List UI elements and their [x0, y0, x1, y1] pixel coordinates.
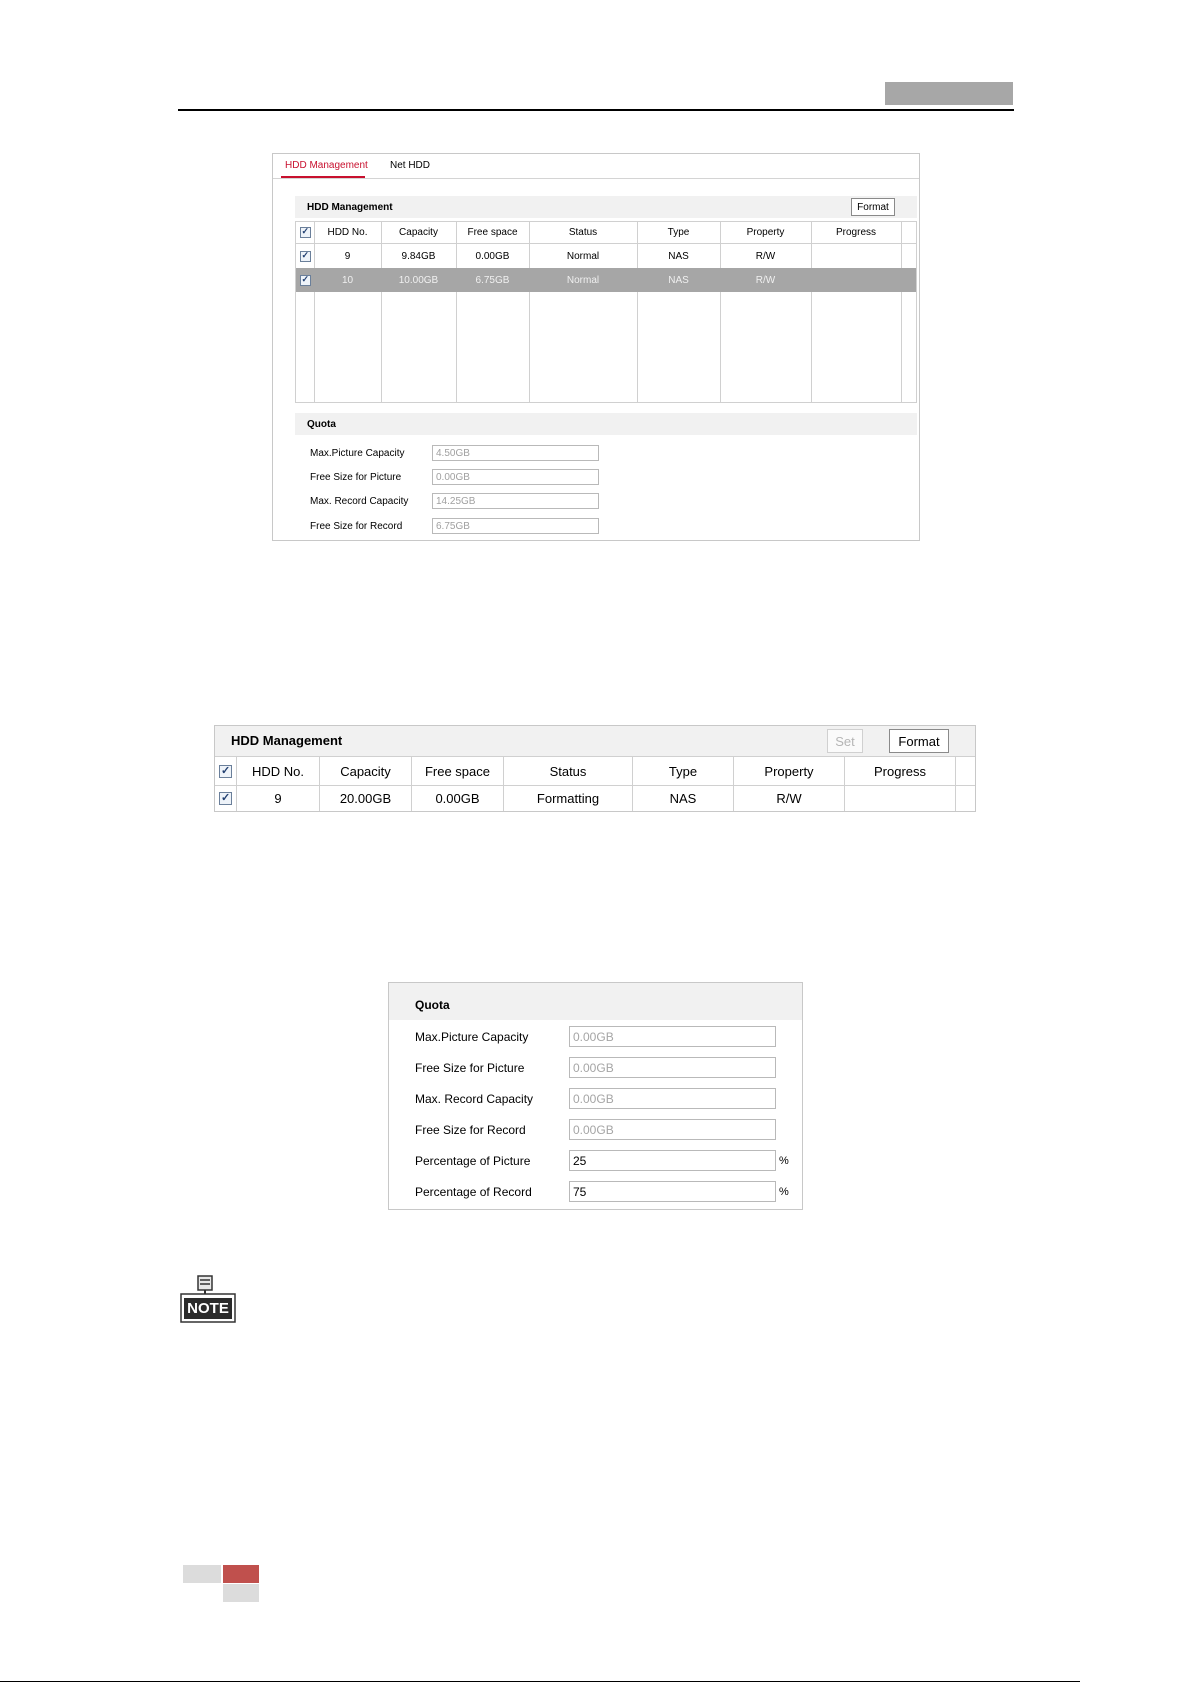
quota-label: Percentage of Picture — [415, 1154, 531, 1168]
max-picture-capacity-field: 0.00GB — [569, 1026, 776, 1047]
free-size-record-field: 0.00GB — [569, 1119, 776, 1140]
column-header: Progress — [845, 757, 956, 785]
table-row[interactable] — [215, 786, 975, 811]
quota-section-header — [295, 413, 917, 435]
free-size-picture-field: 0.00GB — [432, 469, 599, 485]
quota-title: Quota — [415, 998, 450, 1012]
cell-progress — [811, 268, 901, 292]
percentage-of-picture-input[interactable]: 25 — [569, 1150, 776, 1171]
column-header: Property — [734, 757, 845, 785]
free-size-picture-field: 0.00GB — [569, 1057, 776, 1078]
tab-net-hdd[interactable]: Net HDD — [390, 160, 431, 171]
cell-property: R/W — [755, 274, 776, 286]
quota-label: Free Size for Picture — [310, 472, 402, 483]
row-checkbox[interactable] — [300, 275, 311, 286]
quota-label: Max.Picture Capacity — [310, 448, 405, 459]
quota-label: Max. Record Capacity — [310, 496, 409, 507]
footer-page-marker — [223, 1565, 259, 1583]
percent-unit: % — [779, 1186, 789, 1198]
hdd-formatting-screenshot — [214, 725, 976, 812]
table-row[interactable] — [296, 244, 916, 268]
column-header: Status — [568, 227, 598, 238]
percent-unit: % — [779, 1155, 789, 1167]
column-header: Progress — [835, 227, 876, 238]
column-header: Type — [667, 227, 690, 238]
quota-field-row — [310, 518, 910, 536]
quota-field-row — [310, 445, 910, 463]
quota-label: Max. Record Capacity — [415, 1092, 534, 1106]
cell-capacity: 10.00GB — [398, 274, 439, 286]
column-header: Free space — [412, 757, 504, 785]
max-record-capacity-field: 14.25GB — [432, 493, 599, 509]
cell-capacity: 9.84GB — [401, 250, 436, 262]
cell-free-space: 6.75GB — [475, 274, 510, 286]
column-header: Property — [746, 227, 785, 238]
tab-bar — [273, 154, 919, 179]
cell-progress — [845, 786, 956, 811]
column-header: Free space — [467, 227, 518, 238]
quota-settings-screenshot — [388, 982, 803, 1210]
hdd-table — [295, 221, 917, 403]
footer-rule — [0, 1681, 1080, 1682]
header-rule — [178, 109, 1014, 111]
select-all-checkbox[interactable] — [300, 227, 311, 238]
column-header: Capacity — [399, 227, 438, 238]
column-header: Type — [633, 757, 734, 785]
quota-section-header — [389, 983, 802, 1020]
select-all-checkbox[interactable] — [219, 765, 232, 778]
quota-label: Free Size for Picture — [415, 1061, 525, 1075]
column-header: HDD No. — [237, 757, 320, 785]
active-tab-indicator — [281, 176, 365, 178]
table-row-selected[interactable] — [296, 268, 916, 292]
hdd-management-screenshot-full — [272, 153, 920, 541]
row-checkbox[interactable] — [300, 251, 311, 262]
quota-label: Free Size for Record — [415, 1123, 526, 1137]
cell-type: NAS — [633, 786, 734, 811]
section-title: HDD Management — [307, 202, 393, 213]
quota-label: Free Size for Record — [310, 521, 403, 532]
free-size-record-field: 6.75GB — [432, 518, 599, 534]
note-icon — [180, 1275, 236, 1323]
row-checkbox[interactable] — [219, 792, 232, 805]
set-button[interactable]: Set — [827, 729, 863, 753]
footer-decoration — [183, 1565, 221, 1583]
column-header: Capacity — [320, 757, 412, 785]
max-picture-capacity-field: 4.50GB — [432, 445, 599, 461]
tab-hdd-management[interactable]: HDD Management — [285, 160, 368, 171]
format-button[interactable]: Format — [851, 198, 895, 216]
column-header: Status — [504, 757, 633, 785]
percentage-of-record-input[interactable]: 75 — [569, 1181, 776, 1202]
section-title: HDD Management — [231, 733, 343, 748]
cell-status: Normal — [566, 274, 600, 286]
cell-hdd-no: 9 — [237, 786, 320, 811]
quota-label: Percentage of Record — [415, 1185, 532, 1199]
max-record-capacity-field: 0.00GB — [569, 1088, 776, 1109]
cell-progress — [811, 244, 901, 268]
cell-capacity: 20.00GB — [320, 786, 412, 811]
hdd-table — [215, 756, 975, 811]
hdd-section-header — [295, 196, 917, 218]
note-label: NOTE — [187, 1300, 229, 1317]
cell-property: R/W — [755, 250, 776, 262]
cell-free-space: 0.00GB — [475, 250, 510, 262]
cell-free-space: 0.00GB — [412, 786, 504, 811]
cell-property: R/W — [734, 786, 845, 811]
header-tab-block — [885, 82, 1013, 105]
cell-status: Formatting — [504, 786, 633, 811]
quota-title: Quota — [307, 419, 336, 430]
cell-status: Normal — [566, 250, 600, 262]
cell-hdd-no: 9 — [344, 250, 351, 262]
quota-field-row — [310, 469, 910, 487]
hdd-section-header — [215, 726, 975, 756]
table-header-row — [215, 757, 975, 786]
quota-field-row — [310, 493, 910, 511]
quota-label: Max.Picture Capacity — [415, 1030, 529, 1044]
table-header-row — [296, 222, 916, 244]
cell-type: NAS — [668, 250, 689, 262]
column-header: HDD No. — [327, 227, 368, 238]
cell-type: NAS — [668, 274, 689, 286]
footer-decoration — [223, 1584, 259, 1602]
format-button[interactable]: Format — [889, 729, 949, 753]
cell-hdd-no: 10 — [341, 274, 354, 286]
